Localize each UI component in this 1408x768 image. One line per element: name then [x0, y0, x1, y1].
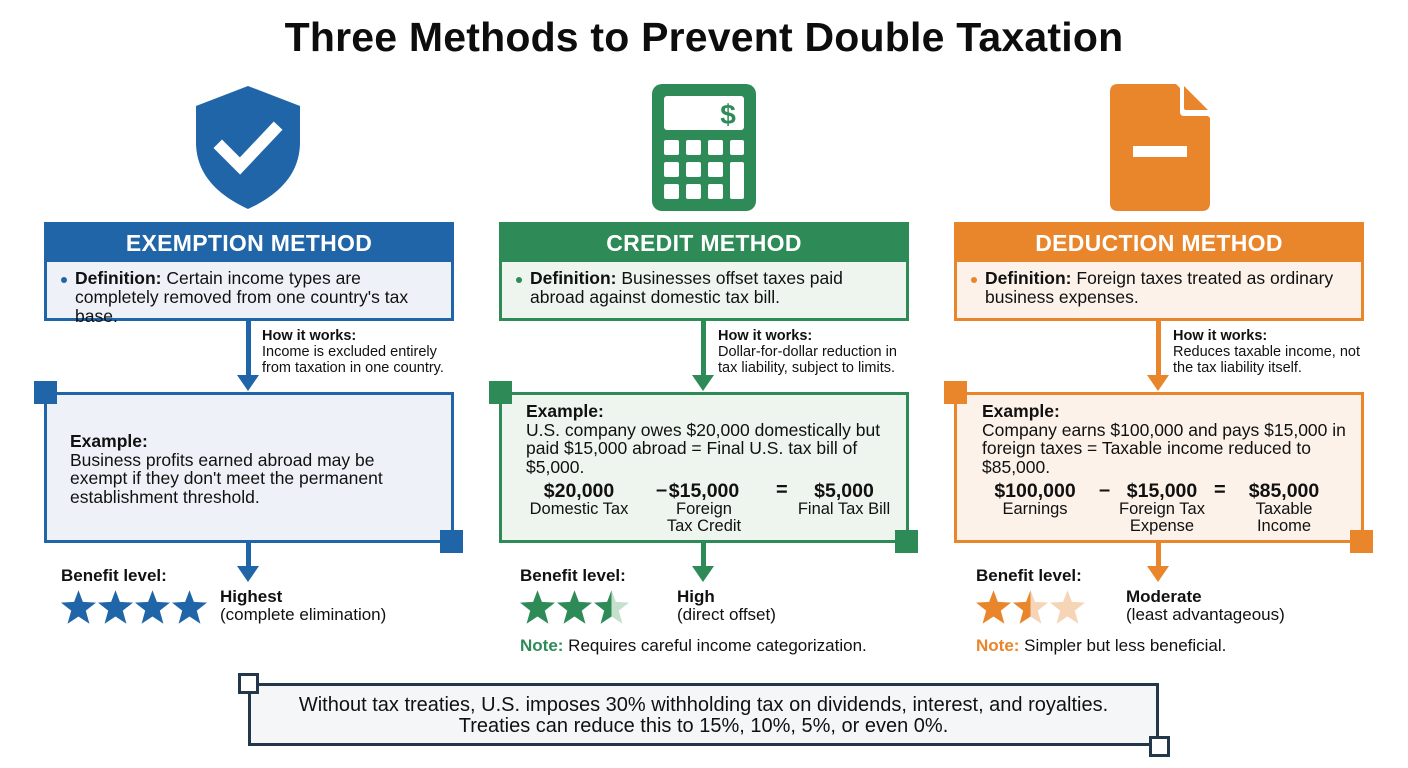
star-icon — [976, 590, 1011, 624]
rating-level: High — [677, 587, 715, 606]
calc-term-taxable — [1238, 481, 1330, 535]
calc-term-foreign-expense — [1112, 481, 1212, 535]
example-text: Company earns $100,000 and pays $15,000 in foreign taxes = Taxable income reduced to $85,000. — [982, 419, 1346, 477]
calc-amount: $85,000 — [1248, 480, 1320, 502]
example-label: Example: — [526, 401, 604, 421]
exemption-example-box — [44, 392, 454, 543]
corner-marker — [238, 673, 259, 694]
how-label: How it works: — [1173, 328, 1268, 344]
example-content — [70, 432, 410, 506]
star-icon — [557, 590, 592, 624]
calc-label: Taxable Income — [1255, 500, 1313, 535]
example-label: Example: — [70, 431, 148, 451]
bullet-icon — [61, 277, 67, 283]
arrow-down-icon — [692, 375, 714, 391]
calc-amount: $15,000 — [1126, 480, 1198, 502]
benefit-rating — [220, 588, 386, 624]
connector-arrow — [246, 320, 251, 378]
corner-marker — [440, 530, 463, 553]
calc-term-domestic — [519, 481, 639, 518]
note-text: Requires careful income categorization. — [563, 636, 867, 655]
connector-arrow — [1156, 320, 1161, 378]
how-label: How it works: — [262, 328, 357, 344]
document-minus-icon — [1110, 84, 1210, 211]
calc-label: Final Tax Bill — [797, 500, 891, 518]
arrow-down-icon — [692, 566, 714, 582]
definition-label: Definition: — [75, 268, 162, 288]
exemption-how-it-works — [262, 328, 462, 376]
deduction-definition — [954, 262, 1364, 321]
benefit-label: Benefit level: — [61, 566, 167, 585]
calc-amount: $20,000 — [543, 480, 615, 502]
definition-label: Definition: — [530, 268, 617, 288]
empty-star-icon — [1050, 590, 1085, 624]
star-icon — [135, 590, 170, 624]
rating-level: Moderate — [1126, 587, 1202, 606]
credit-header: CREDIT METHOD — [499, 222, 909, 263]
shield-check-icon — [192, 84, 304, 211]
calc-label: Foreign Tax Expense — [1119, 500, 1205, 535]
example-content — [982, 402, 1352, 476]
example-text: Business profits earned abroad may be exempt if they don't meet the permanent establishment threshold. — [70, 449, 383, 507]
note-label: Note: — [520, 636, 564, 655]
corner-marker — [1149, 736, 1170, 757]
exemption-definition — [44, 262, 454, 326]
credit-how-it-works — [718, 328, 918, 376]
treaty-note-box — [248, 683, 1159, 746]
half-star-icon — [594, 590, 629, 624]
page-title: Three Methods to Prevent Double Taxation — [284, 14, 1124, 60]
calc-amount: $5,000 — [814, 480, 874, 502]
minus-operator: – — [1099, 479, 1111, 501]
calc-label: Domestic Tax — [529, 500, 629, 518]
bullet-icon — [516, 277, 522, 283]
note-label: Note: — [976, 636, 1020, 655]
rating-level: Highest — [220, 587, 283, 606]
how-text: Income is excluded entirely from taxation in one country. — [262, 344, 444, 376]
connector-arrow — [701, 542, 706, 568]
definition-text: Certain income types are completely removed from one country's tax base. — [75, 268, 409, 326]
how-text: Dollar-for-dollar reduction in tax liability, subject to limits. — [718, 344, 897, 376]
rating-description: (least advantageous) — [1126, 605, 1285, 624]
star-rating — [976, 590, 1085, 624]
rating-description: (direct offset) — [677, 605, 776, 624]
star-rating — [520, 590, 629, 624]
note-text: Simpler but less beneficial. — [1019, 636, 1227, 655]
calculator-dollar-icon — [652, 84, 756, 211]
deduction-header: DEDUCTION METHOD — [954, 222, 1364, 263]
half-star-icon — [1013, 590, 1048, 624]
benefit-rating — [677, 588, 776, 624]
corner-marker — [1350, 530, 1373, 553]
star-rating — [61, 590, 207, 624]
example-text: U.S. company owes $20,000 domestically but paid $15,000 abroad = Final U.S. tax bill of $5,000. — [526, 419, 881, 477]
star-icon — [520, 590, 555, 624]
arrow-down-icon — [237, 375, 259, 391]
exemption-header: EXEMPTION METHOD — [44, 222, 454, 263]
star-icon — [61, 590, 96, 624]
credit-definition — [499, 262, 909, 321]
credit-note — [520, 636, 867, 656]
example-label: Example: — [982, 401, 1060, 421]
benefit-label: Benefit level: — [520, 566, 626, 585]
calc-term-earnings — [982, 481, 1088, 518]
calc-amount: $15,000 — [668, 480, 740, 502]
corner-marker — [489, 381, 512, 404]
corner-marker — [895, 530, 918, 553]
svg-text:$: $ — [720, 99, 736, 130]
calc-label: Foreign Tax Credit — [666, 500, 742, 535]
benefit-rating — [1126, 588, 1285, 624]
calc-amount: $100,000 — [994, 480, 1076, 502]
credit-column — [499, 0, 909, 768]
arrow-down-icon — [237, 566, 259, 582]
arrow-down-icon — [1147, 375, 1169, 391]
treaty-note-line-1: Without tax treaties, U.S. imposes 30% withholding tax on dividends, interest, and royalties. — [298, 694, 1109, 716]
deduction-column — [954, 0, 1364, 768]
how-label: How it works: — [718, 328, 813, 344]
arrow-down-icon — [1147, 566, 1169, 582]
connector-arrow — [701, 320, 706, 378]
deduction-note — [976, 636, 1226, 656]
benefit-label: Benefit level: — [976, 566, 1082, 585]
definition-text: Foreign taxes treated as ordinary business expenses. — [985, 268, 1334, 307]
definition-text: Businesses offset taxes paid abroad against domestic tax bill. — [530, 268, 843, 307]
definition-label: Definition: — [985, 268, 1072, 288]
calc-term-final — [789, 481, 899, 518]
connector-arrow — [1156, 542, 1161, 568]
star-icon — [98, 590, 133, 624]
how-text: Reduces taxable income, not the tax liability itself. — [1173, 344, 1360, 376]
equals-operator: = — [1214, 479, 1226, 501]
minus-operator: – — [656, 479, 668, 501]
corner-marker — [944, 381, 967, 404]
star-icon — [172, 590, 207, 624]
bullet-icon — [971, 277, 977, 283]
connector-arrow — [246, 542, 251, 568]
corner-marker — [34, 381, 57, 404]
calc-label: Earnings — [1002, 500, 1068, 518]
equals-operator: = — [776, 479, 788, 501]
treaty-note-line-2: Treaties can reduce this to 15%, 10%, 5%, or even 0%. — [458, 715, 949, 737]
example-content — [526, 402, 896, 476]
rating-description: (complete elimination) — [220, 605, 387, 624]
exemption-column — [44, 0, 454, 768]
deduction-how-it-works — [1173, 328, 1373, 376]
calc-term-foreign-credit — [664, 481, 744, 535]
